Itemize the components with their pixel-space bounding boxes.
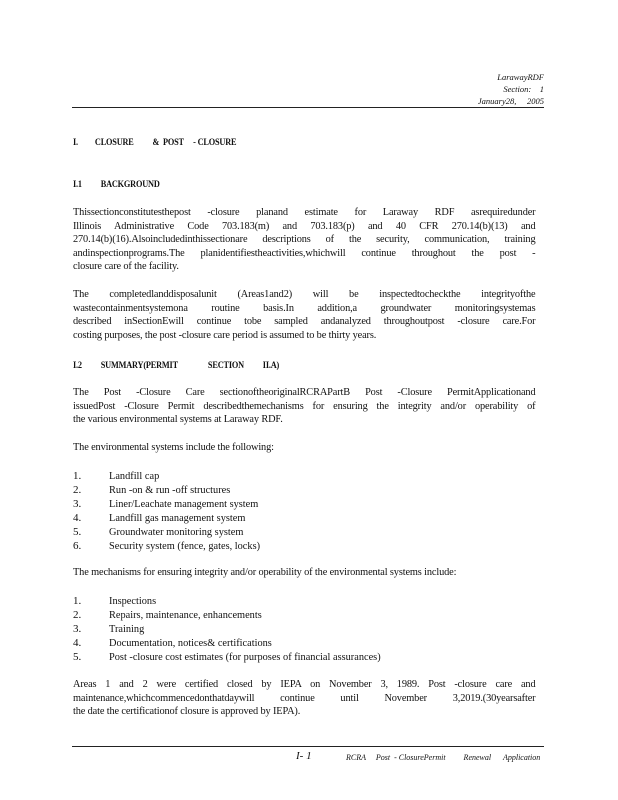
text-line: The environmental systems include the following:: [73, 441, 274, 453]
section-title: I. CLOSURE & POST - CLOSURE: [73, 137, 237, 147]
summary-heading: I.2 SUMMARY(PERMIT SECTION II.A): [73, 360, 280, 370]
header-rule: [72, 107, 544, 108]
text-line: the various environmental systems at Laraway RDF.: [73, 413, 283, 425]
text-line: wastecontainmentsystemona routine basis.In addition,a groundwater monitoringsystemas: [73, 301, 536, 314]
background-paragraph-2: [73, 288, 535, 342]
page-number: I- 1: [296, 750, 312, 762]
text-line: Thissectionconstitutesthepost -closure planand estimate for Laraway RDF asrequiredunder: [73, 206, 536, 218]
text-line: Illinois Administrative Code 703.183(m) and 703.183(p) and 40 CFR 270.14(b)(13) and: [73, 219, 536, 232]
systems-intro: [73, 441, 535, 455]
text-line: The Post -Closure Care sectionoftheoriginalRCRAPartB Post -Closure PermitApplicationand: [73, 386, 536, 398]
text-line: described inSectionEwill continue tobe sampled andanalyzed throughoutpost -closure care.For: [73, 315, 536, 327]
text-line: The completedlanddisposalunit (Areas1and2) will be inspectedtocheckthe integrityofthe: [73, 288, 536, 300]
document-page: LarawayRDF Section: 1 January28, 2005 I. CLOSURE & POST - CLOSURE I.1 BACKGROUND Thissectionconstitutesthepost -closure planand estimate for Laraway RDF asrequiredunder Illinois Administrative Code 703.183(m) and 703.183(p) and 40 CFR 270.14(b)(13) and 270.14(b)(16).Alsoincludedinthissectionare descriptions of the security, communication, training andinspectionprograms.The planidentifiestheactivities,whichwill continue throughout the post - closure care of the facility. The completedlanddisposalunit (Areas1and2) will be inspectedtocheckthe integrityofthe wastecontainmentsystemona routine basis.In addition,a groundwater monitoringsystemas described inSectionEwill continue tobe sampled andanalyzed throughoutpost -closure care.For costing purposes, the post -closure care period is assumed to be thirty years. I.2 SUMMARY(PERMIT SECTION II.A) The Post -Closure Care sectionoftheoriginalRCRAPartB Post -Closure PermitApplicationand issuedPost -Closure Permit describedthemechanisms for ensuring the integrity and/or operability of the various environmental systems at Laraway RDF. The environmental systems include the following: 1. Landfill cap 2. Run -on & run -off structures 3. Liner/Leachate management system 4. Landfill gas management system 5. Groundwater monitoring system 6. Security system (fence, gates, locks) The mechanisms for ensuring integrity and/or operability of the environmental systems include: 1. Inspections 2. Repairs, maintenance, enhancements 3. Training 4. Documentation, notices& certifications 5. Post -closure cost estimates (for purposes of financial assurances) Areas 1 and 2 were certified closed by IEPA on November 3, 1989. Post -closure care and maintenance,whichcommencedonthatdaywill continue until November 3,2019.(30yearsafter the date the certificationof closure is approved by IEPA). I- 1 RCRA Post - ClosurePermit Renewal Application: [73, 72, 544, 762]
text-line: closure care of the facility.: [73, 260, 179, 272]
text-line: maintenance,whichcommencedonthatdaywill continue until November 3,2019.(30yearsafter: [73, 691, 536, 704]
summary-paragraph: [73, 386, 535, 427]
header-section: Section: 1: [503, 84, 544, 94]
text-line: The mechanisms for ensuring integrity and/or operability of the environmental systems include:: [73, 566, 457, 578]
footer-rule: [72, 746, 544, 747]
background-heading: I.1 BACKGROUND: [73, 179, 160, 189]
closing-paragraph: [73, 678, 535, 719]
text-line: andinspectionprograms.The planidentifiestheactivities,whichwill continue throughout the post -: [73, 246, 536, 259]
text-line: the date the certificationof closure is approved by IEPA).: [73, 705, 301, 717]
header-date: January28, 2005: [477, 96, 544, 106]
running-header: [478, 71, 544, 107]
text-line: issuedPost -Closure Permit describedthemechanisms for ensuring the integrity and/or operability of: [73, 399, 536, 412]
footer-title: RCRA Post - ClosurePermit Renewal Application: [346, 753, 541, 762]
text-line: Areas 1 and 2 were certified closed by IEPA on November 3, 1989. Post -closure care and: [73, 678, 536, 690]
text-line: 270.14(b)(16).Alsoincludedinthissectionare descriptions of the security, communication, training: [73, 233, 536, 245]
text-line: costing purposes, the post -closure care period is assumed to be thirty years.: [73, 328, 377, 341]
header-facility: LarawayRDF: [497, 72, 544, 82]
mechanisms-intro: [73, 566, 535, 580]
background-paragraph-1: [73, 206, 535, 274]
